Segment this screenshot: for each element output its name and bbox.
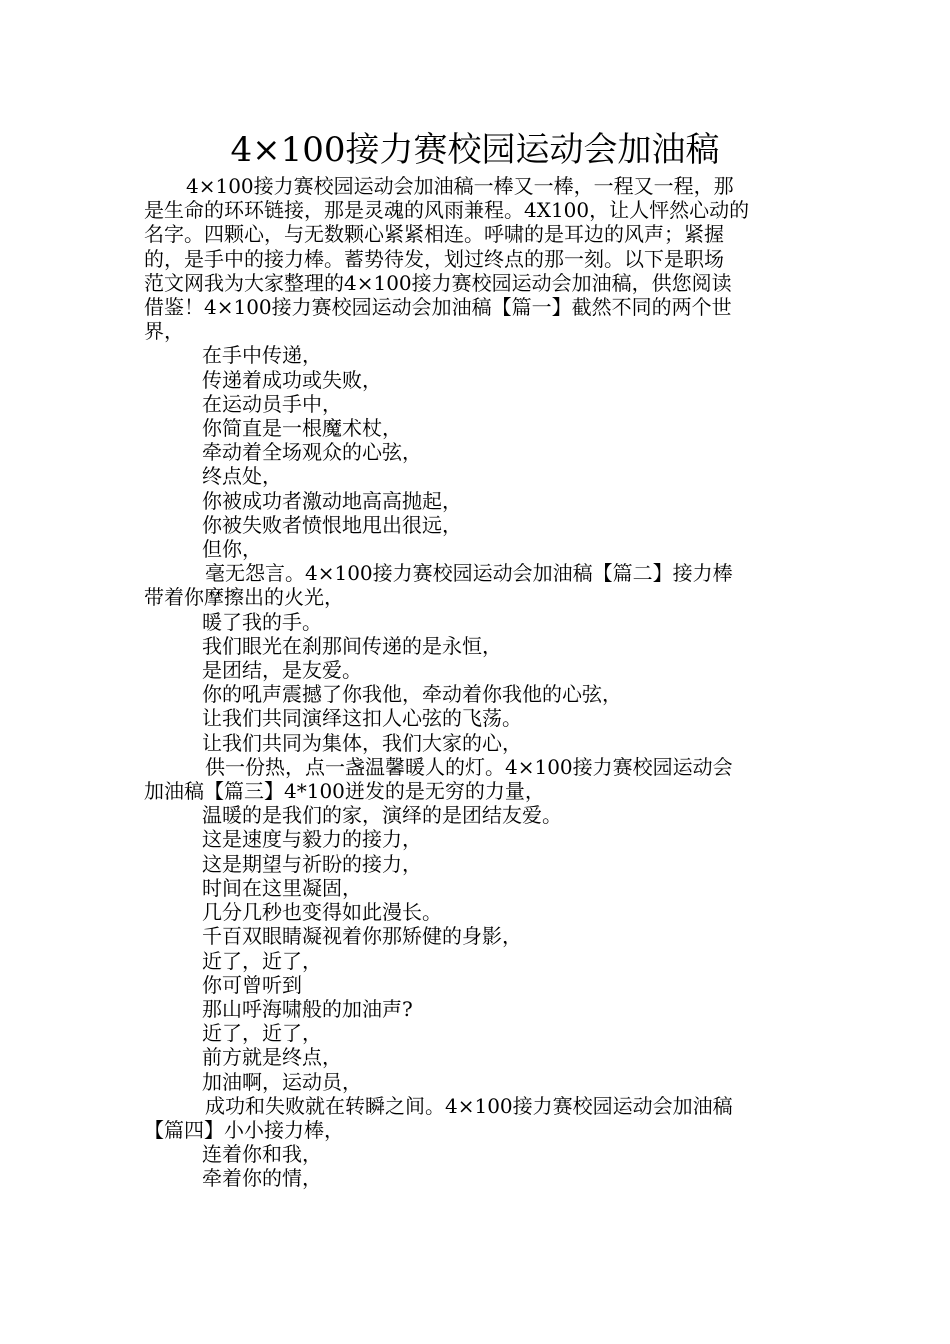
body-line: 牵动着全场观众的心弦，	[202, 440, 422, 465]
body-line: 界，	[144, 319, 184, 344]
body-line: 是团结，是友爱。	[202, 658, 362, 683]
body-line: 你被成功者激动地高高抛起，	[202, 488, 462, 513]
body-line: 让我们共同演绎这扣人心弦的飞荡。	[202, 706, 522, 731]
body-line: 你被失败者愤恨地甩出很远，	[202, 512, 462, 537]
body-line: 这是期望与祈盼的接力，	[202, 851, 422, 876]
body-line: 时间在这里凝固，	[202, 875, 362, 900]
document-title: 4×100接力赛校园运动会加油稿	[230, 130, 720, 170]
body-line: 是生命的环环链接，那是灵魂的风雨兼程。4X100，让人怦然心动的	[144, 198, 750, 223]
body-line: 那山呼海啸般的加油声?	[202, 996, 413, 1021]
body-line: 借鉴！4×100接力赛校园运动会加油稿【篇一】截然不同的两个世	[144, 295, 732, 320]
body-line: 我们眼光在刹那间传递的是永恒，	[202, 633, 502, 658]
body-line: 名字。四颗心，与无数颗心紧紧相连。呼啸的是耳边的风声；紧握	[144, 222, 724, 247]
body-line: 【篇四】小小接力棒，	[144, 1117, 344, 1142]
body-line: 你的吼声震撼了你我他，牵动着你我他的心弦，	[202, 682, 622, 707]
body-line: 在手中传递，	[202, 343, 322, 368]
body-line: 供一份热，点一盏温馨暖人的灯。4×100接力赛校园运动会	[205, 754, 733, 779]
body-line: 范文网我为大家整理的4×100接力赛校园运动会加油稿，供您阅读	[144, 270, 732, 295]
document-body	[144, 174, 808, 1191]
body-line: 毫无怨言。4×100接力赛校园运动会加油稿【篇二】接力棒	[205, 561, 733, 586]
body-line: 4×100接力赛校园运动会加油稿一棒又一棒，一程又一程，那	[186, 174, 734, 198]
body-line: 传递着成功或失败，	[202, 367, 382, 392]
body-line: 千百双眼睛凝视着你那矫健的身影，	[202, 924, 522, 949]
body-line: 近了，近了，	[202, 948, 322, 973]
body-line: 近了，近了，	[202, 1021, 322, 1046]
body-line: 几分几秒也变得如此漫长。	[202, 900, 442, 925]
body-line: 牵着你的情，	[202, 1166, 322, 1191]
body-line: 带着你摩擦出的火光，	[144, 585, 344, 610]
body-line: 的，是手中的接力棒。蓄势待发，划过终点的那一刻。以下是职场	[144, 246, 724, 271]
body-line: 成功和失败就在转瞬之间。4×100接力赛校园运动会加油稿	[205, 1093, 733, 1118]
body-line: 你可曾听到	[202, 972, 302, 997]
body-line: 你简直是一根魔术杖，	[202, 416, 402, 441]
body-line: 加油稿【篇三】4*100迸发的是无穷的力量，	[144, 779, 545, 804]
body-line: 温暖的是我们的家，演绎的是团结友爱。	[202, 803, 562, 828]
body-line: 加油啊，运动员，	[202, 1069, 362, 1094]
body-line: 终点处，	[202, 464, 282, 489]
body-line: 暖了我的手。	[202, 609, 322, 634]
body-line: 让我们共同为集体，我们大家的心，	[202, 730, 522, 755]
body-line: 但你，	[202, 537, 262, 562]
body-line: 这是速度与毅力的接力，	[202, 827, 422, 852]
body-line: 在运动员手中，	[202, 391, 342, 416]
body-line: 连着你和我，	[202, 1142, 322, 1167]
body-line: 前方就是终点，	[202, 1045, 342, 1070]
